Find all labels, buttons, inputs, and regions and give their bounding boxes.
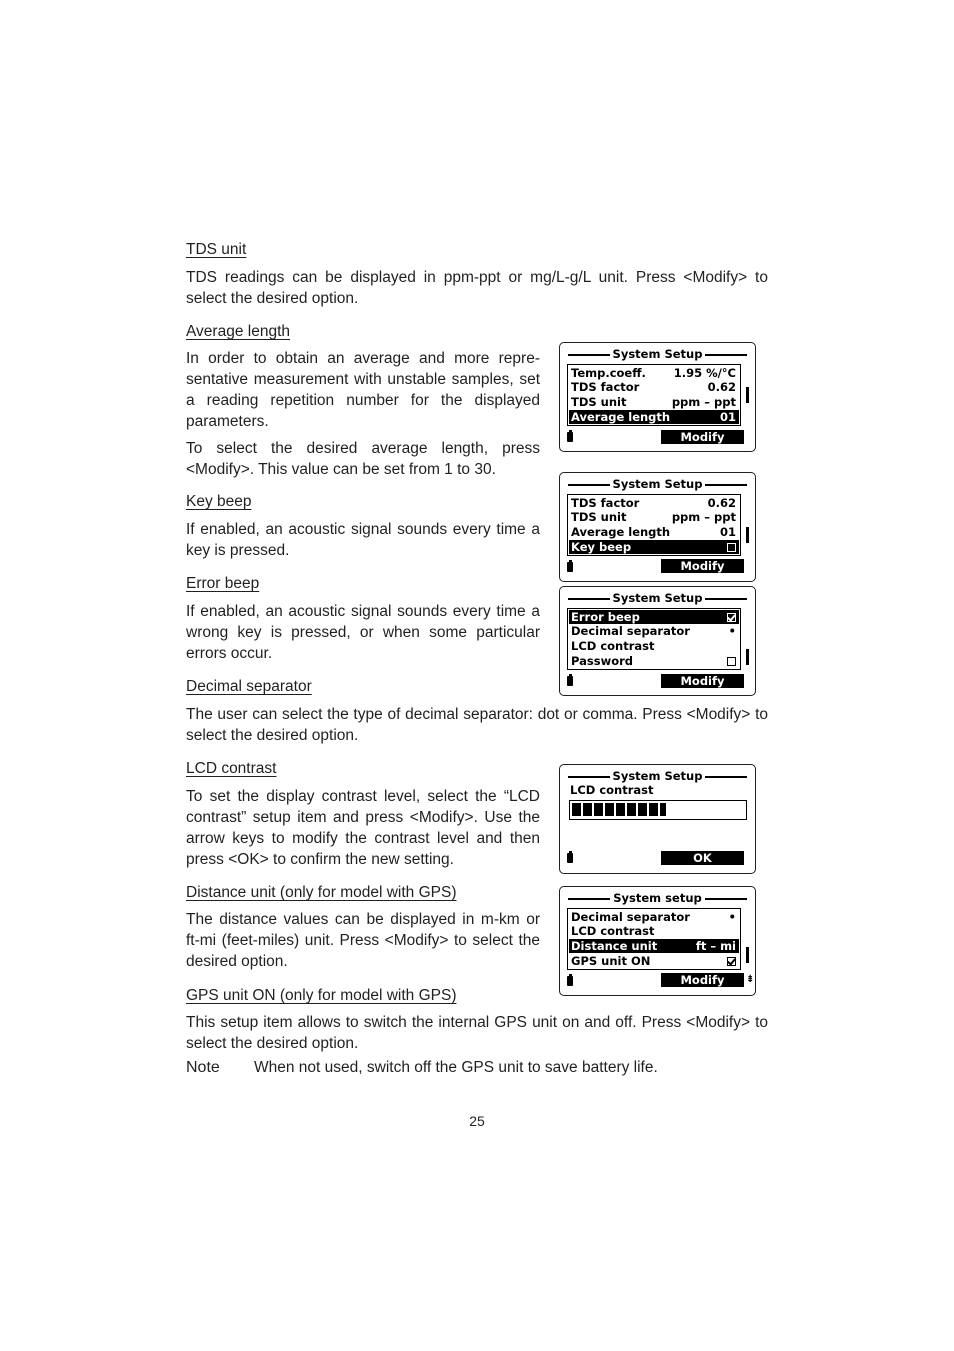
lcd-row-lcd-contrast: LCD contrast (571, 924, 655, 938)
lcd-scrollbar (746, 947, 749, 963)
lcd-title-text: System Setup (612, 477, 703, 491)
lcd-title-text: System setup (613, 891, 702, 905)
lcd-row-lcd-contrast: LCD contrast (571, 639, 655, 653)
checkbox-checked-icon (727, 957, 736, 966)
battery-icon (567, 676, 573, 686)
paragraph-distance-unit: The distance values can be displayed in m-km or ft-mi (feet-miles) unit. Press <Modify> to select the desired option. (186, 911, 540, 970)
lcd-row-temp-coeff: Temp.coeff. 1.95 %/°C (571, 366, 736, 380)
lcd-title (566, 347, 749, 361)
lcd-screen-error-beep (559, 586, 756, 696)
lcd-menu-list (567, 494, 741, 556)
battery-icon (567, 976, 573, 986)
lcd-row-average-length: Average length 01 (571, 525, 736, 539)
lcd-menu-list (567, 364, 741, 426)
heading-distance-unit: Distance unit (only for model with GPS) (186, 884, 457, 901)
page-number: 25 (469, 1113, 485, 1129)
contrast-level-fill (572, 803, 666, 816)
lcd-screen-lcd-contrast (559, 764, 756, 874)
heading-tds-unit: TDS unit (186, 241, 247, 258)
lcd-row-tds-factor: TDS factor 0.62 (571, 496, 736, 510)
checkbox-unchecked-icon (727, 657, 736, 666)
note-text: When not used, switch off the GPS unit to save battery life. (254, 1059, 658, 1076)
heading-lcd-contrast: LCD contrast (186, 760, 277, 777)
checkbox-unchecked-icon (727, 543, 736, 552)
checkbox-checked-icon (727, 613, 736, 622)
lcd-screen-distance-unit (559, 886, 756, 996)
lcd-menu-list (567, 608, 741, 670)
softkey-modify: Modify (661, 559, 744, 573)
lcd-title-text: System Setup (612, 347, 703, 361)
softkey-ok: OK (661, 851, 744, 865)
lcd-title (566, 477, 749, 491)
lcd-title (566, 591, 749, 605)
lcd-row-average-length-selected: Average length 01 (569, 410, 739, 424)
heading-decimal-separator: Decimal separator (186, 678, 312, 695)
lcd-title (566, 891, 749, 905)
paragraph-decimal-separator: The user can select the type of decimal separator: dot or comma. Press <Modify> to select the desired option. (186, 706, 768, 744)
paragraph-gps-unit: This setup item allows to switch the internal GPS unit on and off. Press <Modify> to select the desired option. (186, 1014, 768, 1052)
lcd-screen-key-beep (559, 472, 756, 582)
lcd-contrast-label: LCD contrast (570, 783, 654, 797)
lcd-row-error-beep-selected: Error beep (569, 610, 739, 624)
lcd-row-password: Password (569, 654, 739, 668)
paragraph-average-length-1: In order to obtain an average and more repre-sentative measurement with unstable samples, set a reading repetition number for the displayed parameters. (186, 350, 540, 430)
lcd-row-tds-unit: TDS unit ppm – ppt (571, 395, 736, 409)
lcd-scrollbar (746, 527, 749, 543)
lcd-title (566, 769, 749, 783)
softkey-modify: Modify (661, 430, 744, 444)
heading-error-beep: Error beep (186, 575, 260, 592)
lcd-row-gps-unit-on: GPS unit ON (569, 954, 739, 968)
lcd-screen-average-length (559, 342, 756, 452)
lcd-row-tds-factor: TDS factor 0.62 (571, 380, 736, 394)
lcd-scrollbar (746, 649, 749, 665)
lcd-title-text: System Setup (612, 769, 703, 783)
paragraph-error-beep: If enabled, an acoustic signal sounds every time a wrong key is pressed, or when some particular errors occur. (186, 603, 540, 662)
paragraph-key-beep: If enabled, an acoustic signal sounds every time a key is pressed. (186, 521, 540, 559)
lcd-row-decimal-separator: Decimal separator • (571, 624, 736, 638)
heading-key-beep: Key beep (186, 493, 252, 510)
lcd-title-text: System Setup (612, 591, 703, 605)
battery-icon (567, 432, 573, 442)
battery-icon (567, 853, 573, 863)
paragraph-tds-unit: TDS readings can be displayed in ppm-ppt or mg/L-g/L unit. Press <Modify> to select the desired option. (186, 269, 768, 307)
lcd-row-decimal-separator: Decimal separator • (571, 910, 736, 924)
updown-arrow-icon: ⇟ (746, 974, 755, 985)
softkey-modify: Modify (661, 674, 744, 688)
heading-average-length: Average length (186, 323, 290, 340)
lcd-row-distance-unit-selected: Distance unit ft – mi (569, 939, 739, 953)
lcd-scrollbar (746, 387, 749, 403)
lcd-row-tds-unit: TDS unit ppm – ppt (571, 510, 736, 524)
battery-icon (567, 562, 573, 572)
contrast-level-bar (569, 800, 747, 820)
heading-gps-unit: GPS unit ON (only for model with GPS) (186, 987, 457, 1004)
lcd-menu-list (567, 908, 741, 970)
note-label: Note (186, 1059, 220, 1076)
paragraph-average-length-2: To select the desired average length, press <Modify>. This value can be set from 1 to 30. (186, 440, 540, 478)
lcd-row-key-beep-selected: Key beep (569, 540, 739, 554)
paragraph-lcd-contrast: To set the display contrast level, select the “LCD contrast” setup item and press <Modify>. Use the arrow keys to modify the contrast level and then press <OK> to confirm the new setting. (186, 788, 540, 868)
softkey-modify: Modify (661, 973, 744, 987)
